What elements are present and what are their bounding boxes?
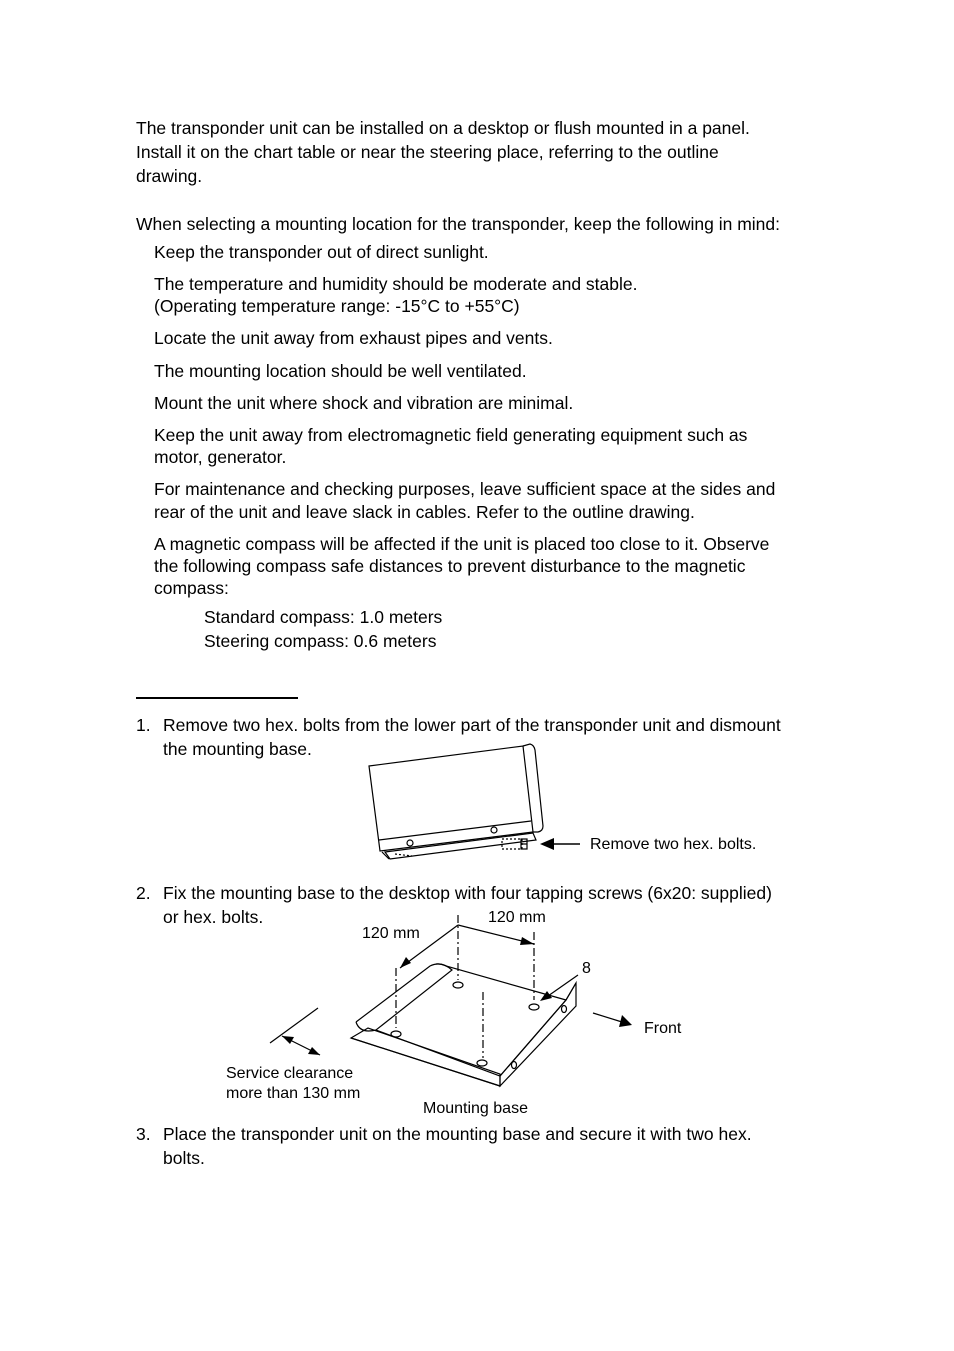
location-item-cont: rear of the unit and leave slack in cables. Refer to the outline drawing. [154, 502, 695, 522]
step-number: 1. [136, 715, 151, 735]
location-item: Locate the unit away from exhaust pipes and vents. [154, 328, 553, 348]
intro-line-2: Install it on the chart table or near the steering place, referring to the outline [136, 142, 719, 162]
step-text-cont: the mounting base. [163, 739, 312, 759]
hole-size-label: 8 [582, 960, 591, 977]
step-text: Fix the mounting base to the desktop with four tapping screws (6x20: supplied) [163, 883, 772, 903]
section-heading-underline [136, 697, 298, 699]
location-item-cont: motor, generator. [154, 447, 287, 467]
location-lead: When selecting a mounting location for the transponder, keep the following in mind: [136, 214, 780, 234]
location-item-cont: (Operating temperature range: -15°C to +55°C) [154, 296, 520, 316]
dimension-label: 120 mm [362, 925, 420, 942]
location-item-cont: the following compass safe distances to prevent disturbance to the magnetic [154, 556, 746, 576]
location-item: Keep the transponder out of direct sunlight. [154, 242, 489, 262]
step-number: 3. [136, 1124, 151, 1144]
front-label: Front [644, 1020, 682, 1037]
location-item: For maintenance and checking purposes, leave sufficient space at the sides and [154, 479, 776, 499]
step-number: 2. [136, 883, 151, 903]
mounting-base-label: Mounting base [423, 1100, 528, 1117]
step-text-cont: or hex. bolts. [163, 907, 264, 927]
compass-standard: Standard compass: 1.0 meters [204, 607, 443, 627]
step-text: Remove two hex. bolts from the lower part of the transponder unit and dismount [163, 715, 781, 735]
step-text-cont: bolts. [163, 1148, 205, 1168]
clearance-label: Service clearance [226, 1065, 354, 1082]
dimension-label: 120 mm [488, 909, 546, 926]
location-item-cont: compass: [154, 578, 229, 598]
location-item: The temperature and humidity should be moderate and stable. [154, 274, 638, 294]
intro-line-3: drawing. [136, 166, 203, 186]
location-item: The mounting location should be well ventilated. [154, 361, 527, 381]
step-text: Place the transponder unit on the mounting base and secure it with two hex. [163, 1124, 752, 1144]
location-item: Keep the unit away from electromagnetic field generating equipment such as [154, 425, 748, 445]
intro-line-1: The transponder unit can be installed on a desktop or flush mounted in a panel. [136, 118, 750, 138]
location-item: A magnetic compass will be affected if the unit is placed too close to it. Observe [154, 534, 770, 554]
clearance-label: more than 130 mm [226, 1085, 361, 1102]
figure1-callout: Remove two hex. bolts. [590, 836, 757, 853]
location-item: Mount the unit where shock and vibration are minimal. [154, 393, 574, 413]
compass-steering: Steering compass: 0.6 meters [204, 631, 437, 651]
